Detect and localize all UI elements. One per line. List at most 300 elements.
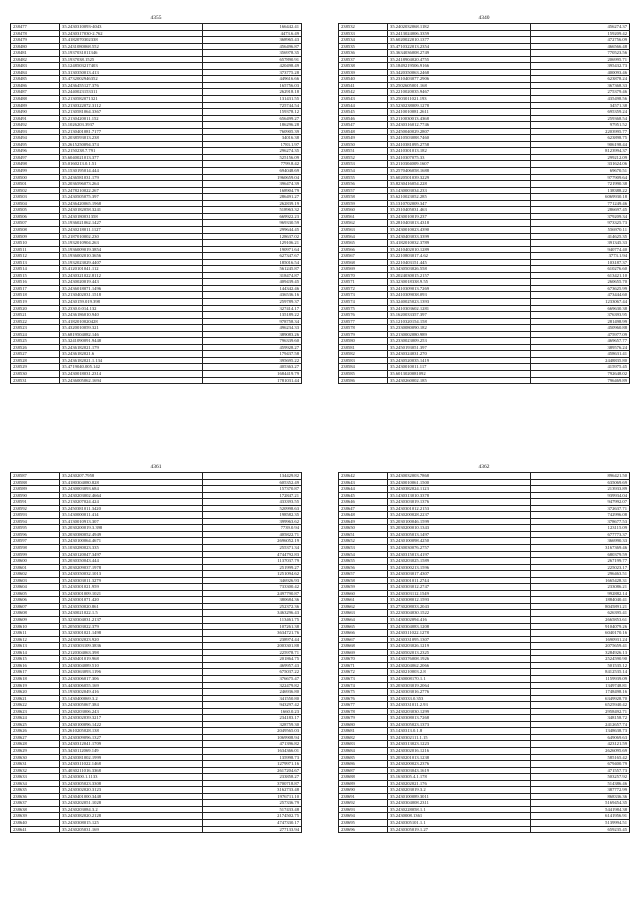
row-code-cell: 35.3230018338.9.55 bbox=[388, 279, 531, 286]
row-value-cell: 387772.99 bbox=[531, 787, 630, 794]
row-id-cell: 238596 bbox=[11, 531, 60, 538]
row-value-cell: 796469.89 bbox=[531, 377, 630, 384]
row-code-cell: 35.2430010023.4390 bbox=[388, 226, 531, 233]
row-code-cell: 35.1936002010.3656 bbox=[60, 253, 203, 260]
row-id-cell: 238522 bbox=[11, 318, 60, 325]
row-value-cell: 656499.27 bbox=[203, 115, 302, 122]
row-value-cell: 977909.64 bbox=[531, 174, 630, 181]
row-code-cell: 35.6020501039.3229 bbox=[388, 174, 531, 181]
row-value-cell: 742996.08 bbox=[531, 512, 630, 519]
row-id-cell: 238572 bbox=[339, 285, 388, 292]
row-id-cell: 238517 bbox=[11, 285, 60, 292]
row-value-cell: 635069.69 bbox=[531, 479, 630, 486]
row-value-cell: 695359.24 bbox=[531, 109, 630, 116]
row-id-cell: 238691 bbox=[339, 793, 388, 800]
row-code-cell: 35.2430382020.2128 bbox=[60, 813, 203, 820]
row-code-cell: 35.2615250094.374 bbox=[60, 141, 203, 148]
row-code-cell: 35.2150238.7.791 bbox=[60, 148, 203, 155]
row-value-cell: 372637.71 bbox=[531, 505, 630, 512]
row-code-cell: 35.2436581031.179 bbox=[60, 174, 203, 181]
row-value-cell: 135189.22 bbox=[203, 312, 302, 319]
row-id-cell: 238562 bbox=[339, 220, 388, 227]
row-value-cell: 420498.49 bbox=[203, 63, 302, 70]
row-id-cell: 238480 bbox=[11, 43, 60, 50]
row-value-cell: 436536.16 bbox=[203, 292, 302, 299]
row-value-cell: 475977.09 bbox=[531, 331, 630, 338]
row-code-cell: 35.3230301021.1498 bbox=[60, 630, 203, 637]
row-code-cell: 35.1430003034.233 bbox=[388, 187, 531, 194]
row-value-cell: 376675.47 bbox=[203, 675, 302, 682]
row-value-cell: 9104079.26 bbox=[531, 623, 630, 630]
row-code-cell: 35.6210023052.285 bbox=[388, 194, 531, 201]
row-id-cell: 238632 bbox=[11, 767, 60, 774]
row-code-cell: 35.2430301011.2744 bbox=[388, 577, 531, 584]
row-code-cell: 35.2570406058.1688 bbox=[388, 168, 531, 175]
row-id-cell: 238615 bbox=[11, 656, 60, 663]
row-value-cell: 8045891.21 bbox=[531, 603, 630, 610]
row-code-cell: 35.2410381095.2758 bbox=[388, 141, 531, 148]
row-id-cell: 238525 bbox=[11, 338, 60, 345]
row-value-cell: 159209.42 bbox=[531, 30, 630, 37]
row-id-cell: 238605 bbox=[11, 590, 60, 597]
row-code-cell: 35.2030303019.2064 bbox=[388, 682, 531, 689]
row-code-cell: 35.2430300213.1596 bbox=[388, 564, 531, 571]
row-code-cell: 35.3130350013.413 bbox=[60, 69, 203, 76]
row-id-cell: 238654 bbox=[339, 551, 388, 558]
row-value-cell: 939934.04 bbox=[531, 492, 630, 499]
row-code-cell: 35.2120304063.398 bbox=[60, 649, 203, 656]
row-value-cell: 943297.42 bbox=[203, 702, 302, 709]
row-value-cell: 225978.71 bbox=[203, 649, 302, 656]
row-value-cell: 1748498.16 bbox=[531, 689, 630, 696]
row-value-cell: 471557.73 bbox=[531, 767, 630, 774]
row-id-cell: 238479 bbox=[11, 37, 60, 44]
row-value-cell: 379209.34 bbox=[531, 213, 630, 220]
row-value-cell: 733300.42 bbox=[203, 584, 302, 591]
row-id-cell: 238618 bbox=[11, 675, 60, 682]
row-value-cell: 725744.54 bbox=[203, 102, 302, 109]
row-id-cell: 238506 bbox=[11, 213, 60, 220]
row-code-cell: 35.2130401081.7177 bbox=[60, 128, 203, 135]
row-value-cell: 868336.36 bbox=[531, 793, 630, 800]
row-id-cell: 238501 bbox=[11, 181, 60, 188]
row-value-cell: 496234.33 bbox=[203, 325, 302, 332]
row-id-cell: 238545 bbox=[339, 109, 388, 116]
row-id-cell: 238683 bbox=[339, 741, 388, 748]
row-id-cell: 238513 bbox=[11, 259, 60, 266]
row-code-cell: 35.2436182021.179 bbox=[60, 344, 203, 351]
row-value-cell: 4747330.17 bbox=[203, 819, 302, 826]
row-code-cell: 35.2430210003.2.8 bbox=[388, 669, 531, 676]
row-code-cell: 35.2430305023.1373 bbox=[388, 721, 531, 728]
row-code-cell: 35.2036596073.264 bbox=[60, 181, 203, 188]
row-id-cell: 238539 bbox=[339, 69, 388, 76]
row-value-cell: 466566.48 bbox=[531, 43, 630, 50]
row-id-cell: 238543 bbox=[339, 96, 388, 103]
row-code-cell: 35.2430302023.920 bbox=[60, 636, 203, 643]
row-code-cell: 35.1310702009.347 bbox=[388, 200, 531, 207]
row-value-cell: 906198.44 bbox=[531, 141, 630, 148]
row-value-cell: 472756.09 bbox=[531, 37, 630, 44]
row-value-cell: 3167369.46 bbox=[531, 545, 630, 552]
row-id-cell: 238674 bbox=[339, 682, 388, 689]
row-value-cell: 605352.49 bbox=[203, 479, 302, 486]
row-id-cell: 238569 bbox=[339, 266, 388, 273]
row-id-cell: 238643 bbox=[339, 479, 388, 486]
row-code-cell: 35.2030350043.444 bbox=[60, 558, 203, 565]
row-value-cell: 525156.09 bbox=[203, 154, 302, 161]
row-code-cell: 35.2430203006.243 bbox=[60, 708, 203, 715]
row-id-cell: 238566 bbox=[339, 246, 388, 253]
row-id-cell: 238509 bbox=[11, 233, 60, 240]
row-id-cell: 238482 bbox=[11, 56, 60, 63]
row-id-cell: 238686 bbox=[339, 761, 388, 768]
row-id-cell: 238498 bbox=[11, 161, 60, 168]
row-value-cell: 1783.1.97 bbox=[203, 141, 302, 148]
row-id-cell: 238629 bbox=[11, 747, 60, 754]
row-code-cell: 35.4180304080.828 bbox=[60, 479, 203, 486]
row-id-cell: 238486 bbox=[11, 82, 60, 89]
row-value-cell: 680379.59 bbox=[531, 551, 630, 558]
row-id-cell: 238613 bbox=[11, 643, 60, 650]
row-value-cell: 771249.46 bbox=[531, 200, 630, 207]
row-value-cell: 458631.41 bbox=[531, 351, 630, 358]
row-value-cell: 423121.59 bbox=[531, 741, 630, 748]
row-value-cell: 281498.99 bbox=[531, 318, 630, 325]
row-id-cell: 238573 bbox=[339, 292, 388, 299]
row-value-cell: 1690931.24 bbox=[531, 636, 630, 643]
row-value-cell: 257336.79 bbox=[203, 800, 302, 807]
row-id-cell: 238597 bbox=[11, 538, 60, 545]
row-id-cell: 238478 bbox=[11, 30, 60, 37]
row-id-cell: 238598 bbox=[11, 545, 60, 552]
row-value-cell: 669922.23 bbox=[203, 213, 302, 220]
row-code-cell: 35.2430310093-4043 bbox=[60, 24, 203, 31]
row-id-cell: 238477 bbox=[11, 24, 60, 31]
data-table bbox=[338, 472, 630, 833]
row-code-cell: 35.3634036008.2749 bbox=[388, 50, 531, 57]
row-id-cell: 238591 bbox=[11, 499, 60, 506]
row-value-cell: 234183.17 bbox=[203, 715, 302, 722]
row-id-cell: 238579 bbox=[339, 331, 388, 338]
row-value-cell: 389576.24 bbox=[531, 344, 630, 351]
row-value-cell: 520998.63 bbox=[203, 505, 302, 512]
row-value-cell: 246936.80 bbox=[203, 689, 302, 696]
row-value-cell: 796339.60 bbox=[203, 338, 302, 345]
row-code-cell: 35.2430120047.3497 bbox=[60, 551, 203, 558]
row-code-cell: 35.2430260002.185 bbox=[388, 377, 531, 384]
row-id-cell: 238672 bbox=[339, 669, 388, 676]
row-id-cell: 238630 bbox=[11, 754, 60, 761]
row-value-cell: 1884040.41 bbox=[531, 597, 630, 604]
row-code-cell: 35.1248503217403 bbox=[60, 63, 203, 70]
row-code-cell: 35.6819504082.146 bbox=[60, 331, 203, 338]
row-id-cell: 238578 bbox=[339, 325, 388, 332]
row-value-cell: 262839.19 bbox=[203, 200, 302, 207]
row-value-cell: 514386.46 bbox=[531, 780, 630, 787]
row-code-cell: 35.2430301021.959 bbox=[60, 584, 203, 591]
row-value-cell: 166442.41 bbox=[203, 24, 302, 31]
row-id-cell: 238518 bbox=[11, 292, 60, 299]
row-value-cell: 1976711.10 bbox=[203, 793, 302, 800]
row-code-cell: 35.2430003093.684 bbox=[60, 486, 203, 493]
row-code-cell: 35.2430333.0.353 bbox=[388, 695, 531, 702]
row-code-cell: 35.2410307075.33 bbox=[388, 154, 531, 161]
row-value-cell: 659235.45 bbox=[531, 826, 630, 833]
row-id-cell: 238515 bbox=[11, 272, 60, 279]
row-code-cell: 35.1620033357.397 bbox=[388, 312, 531, 319]
row-code-cell: 35.2430302111.1.15 bbox=[388, 734, 531, 741]
row-value-cell: 318474.87 bbox=[203, 272, 302, 279]
panel-title: 4340 bbox=[478, 15, 490, 21]
row-id-cell: 238541 bbox=[339, 82, 388, 89]
row-code-cell: 35.2450193051.397 bbox=[388, 344, 531, 351]
row-code-cell: 35.8230416054.228 bbox=[388, 181, 531, 188]
table-panel-4361 bbox=[10, 463, 302, 833]
row-value-cell: 1137037.79 bbox=[203, 558, 302, 565]
row-value-cell: 368965.43 bbox=[203, 37, 302, 44]
row-id-cell: 238649 bbox=[339, 518, 388, 525]
row-id-cell: 238544 bbox=[339, 102, 388, 109]
row-value-cell: 449616.66 bbox=[203, 76, 302, 83]
row-id-cell: 238524 bbox=[11, 331, 60, 338]
row-code-cell: 35.2410503088.7460 bbox=[388, 135, 531, 142]
row-code-cell: 35.2430308013.7268 bbox=[388, 715, 531, 722]
row-code-cell: 35.2430315013.4197 bbox=[388, 551, 531, 558]
row-code-cell: 35.2187010002.230 bbox=[60, 233, 203, 240]
row-id-cell: 238502 bbox=[11, 187, 60, 194]
row-value-cell: 694048.69 bbox=[203, 168, 302, 175]
row-value-cell: 113461.75 bbox=[203, 617, 302, 624]
row-value-cell: 206995.71 bbox=[531, 56, 630, 63]
row-value-cell: 896421.50 bbox=[531, 473, 630, 480]
row-value-cell: 721990.38 bbox=[531, 181, 630, 188]
row-id-cell: 238481 bbox=[11, 50, 60, 57]
row-code-cell: 35.2730208033.2043 bbox=[388, 603, 531, 610]
row-value-cell: 3463296.43 bbox=[203, 610, 302, 617]
row-code-cell: 35.2030380052.4949 bbox=[60, 531, 203, 538]
row-value-cell: 400093.46 bbox=[531, 69, 630, 76]
row-id-cell: 238610 bbox=[11, 623, 60, 630]
row-code-cell: 35.1937038.1525 bbox=[60, 56, 203, 63]
data-table bbox=[10, 23, 302, 384]
row-id-cell: 238661 bbox=[339, 597, 388, 604]
row-value-cell: 626395.41 bbox=[531, 610, 630, 617]
row-code-cell: 35.2038593013.238 bbox=[60, 135, 203, 142]
row-code-cell: 35.2430021022.1.5 bbox=[60, 610, 203, 617]
row-value-cell: 172847.21 bbox=[203, 492, 302, 499]
row-code-cell: 35.2430305067.384 bbox=[60, 702, 203, 709]
row-id-cell: 238484 bbox=[11, 69, 60, 76]
row-code-cell: 35.2436182021.6 bbox=[60, 351, 203, 358]
row-value-cell: 131431.55 bbox=[203, 96, 302, 103]
row-code-cell: 35.2330.0.014.132 bbox=[60, 305, 203, 312]
row-code-cell: 35.4732002946352 bbox=[60, 76, 203, 83]
row-id-cell: 238590 bbox=[11, 492, 60, 499]
row-value-cell: 2497790.87 bbox=[203, 590, 302, 597]
row-id-cell: 238695 bbox=[339, 819, 388, 826]
row-id-cell: 238676 bbox=[339, 695, 388, 702]
row-value-cell: 610276.60 bbox=[531, 266, 630, 273]
row-code-cell: 35.2430505075.397 bbox=[60, 194, 203, 201]
row-value-cell: 8123994.37 bbox=[531, 148, 630, 155]
row-id-cell: 238623 bbox=[11, 708, 60, 715]
row-value-cell: 327414.17 bbox=[203, 305, 302, 312]
row-code-cell: 35.1930302049.416 bbox=[60, 689, 203, 696]
row-id-cell: 238675 bbox=[339, 689, 388, 696]
row-code-cell: 35.2410402010.1289 bbox=[388, 246, 531, 253]
row-value-cell: 2003301.88 bbox=[203, 643, 302, 650]
row-code-cell: 35.2431080068.552 bbox=[60, 43, 203, 50]
row-value-cell: 405363.27 bbox=[203, 364, 302, 371]
row-id-cell: 238568 bbox=[339, 259, 388, 266]
row-value-cell: 1348638.73 bbox=[531, 728, 630, 735]
row-id-cell: 238595 bbox=[11, 525, 60, 532]
row-id-cell: 238635 bbox=[11, 787, 60, 794]
row-id-cell: 238650 bbox=[339, 525, 388, 532]
row-value-cell: 128637.02 bbox=[203, 233, 302, 240]
row-id-cell: 238563 bbox=[339, 226, 388, 233]
row-id-cell: 238527 bbox=[11, 351, 60, 358]
row-value-cell: 2696052.19 bbox=[203, 538, 302, 545]
row-code-cell: 35.1210320154.158 bbox=[388, 318, 531, 325]
row-id-cell: 238511 bbox=[11, 246, 60, 253]
row-id-cell: 238620 bbox=[11, 689, 60, 696]
row-value-cell: 2626095.69 bbox=[531, 747, 630, 754]
row-code-cell: 35.2030201013.1238 bbox=[388, 754, 531, 761]
row-code-cell: 35.2430305101.1.1 bbox=[388, 819, 531, 826]
row-code-cell: 35.2030209037.1978 bbox=[60, 564, 203, 571]
row-value-cell: 225023.17 bbox=[531, 564, 630, 571]
row-value-cell: 286697.45 bbox=[531, 207, 630, 214]
row-id-cell: 238581 bbox=[339, 344, 388, 351]
row-id-cell: 238687 bbox=[339, 767, 388, 774]
row-code-cell: 35.2430159.019.398 bbox=[60, 298, 203, 305]
row-id-cell: 238548 bbox=[339, 128, 388, 135]
row-value-cell: 2075659.41 bbox=[531, 643, 630, 650]
row-code-cell: 35.2430302016.1216 bbox=[388, 747, 531, 754]
row-code-cell: 35.2410309038.093 bbox=[388, 292, 531, 299]
row-value-cell: 348158.72 bbox=[531, 715, 630, 722]
row-id-cell: 238678 bbox=[339, 708, 388, 715]
row-value-cell: 286491.27 bbox=[203, 194, 302, 201]
row-value-cell: 380684.36 bbox=[203, 597, 302, 604]
row-value-cell: 277133.94 bbox=[203, 826, 302, 833]
row-id-cell: 238666 bbox=[339, 630, 388, 637]
row-value-cell: 2958492.71 bbox=[531, 708, 630, 715]
row-id-cell: 238556 bbox=[339, 181, 388, 188]
row-code-cell: 35.2430303019.1376 bbox=[388, 499, 531, 506]
row-code-cell: 35.3241090091.9448 bbox=[60, 338, 203, 345]
row-value-cell: 556970.11 bbox=[531, 226, 630, 233]
row-id-cell: 238603 bbox=[11, 577, 60, 584]
row-code-cell: 35.2430203002.4664 bbox=[60, 492, 203, 499]
row-code-cell: 35.2030303043.1619 bbox=[388, 767, 531, 774]
row-value-cell: 503257.92 bbox=[531, 774, 630, 781]
row-code-cell: 35.2430302020.3123 bbox=[60, 787, 203, 794]
row-id-cell: 238689 bbox=[339, 780, 388, 787]
row-value-cell: 940774.40 bbox=[531, 246, 630, 253]
row-code-cell: 35.2430032003.7868 bbox=[388, 473, 531, 480]
row-value-cell: 1960659.04 bbox=[203, 174, 302, 181]
row-value-cell: 129106.21 bbox=[203, 240, 302, 247]
row-code-cell: 35.2430308015.125 bbox=[60, 819, 203, 826]
row-code-cell: 35.2450040029.2807 bbox=[388, 128, 531, 135]
row-code-cell: 35.1430302094.416 bbox=[388, 617, 531, 624]
panel-title: 4355 bbox=[150, 15, 162, 21]
row-code-cell: 35.2310403077.2906 bbox=[388, 76, 531, 83]
row-id-cell: 238688 bbox=[339, 774, 388, 781]
row-code-cell: 35.2430401000.3448 bbox=[60, 793, 203, 800]
row-id-cell: 238504 bbox=[11, 200, 60, 207]
row-id-cell: 238602 bbox=[11, 571, 60, 578]
row-value-cell: 1069908.94 bbox=[203, 734, 302, 741]
row-value-cell: 299644.45 bbox=[203, 226, 302, 233]
table-panel-4362 bbox=[338, 463, 630, 833]
data-table bbox=[338, 23, 630, 384]
row-value-cell: 373775.28 bbox=[203, 69, 302, 76]
row-id-cell: 238656 bbox=[339, 564, 388, 571]
row-value-cell: 414625.35 bbox=[531, 233, 630, 240]
row-id-cell: 238604 bbox=[11, 584, 60, 591]
row-value-cell: 6040170.16 bbox=[531, 630, 630, 637]
row-code-cell: 35.2413024006.3359 bbox=[388, 30, 531, 37]
row-code-cell: 35.2430304008.2311 bbox=[388, 800, 531, 807]
row-value-cell: 376393.95 bbox=[531, 312, 630, 319]
row-id-cell: 238503 bbox=[11, 194, 60, 201]
row-value-cell: 34016.38 bbox=[203, 135, 302, 142]
row-code-cell: 35.2430205031.169 bbox=[60, 826, 203, 833]
row-code-cell: 35.2430331011.2.93 bbox=[388, 702, 531, 709]
row-value-cell: 34571.38 bbox=[531, 102, 630, 109]
row-value-cell: 252372.36 bbox=[203, 603, 302, 610]
row-value-cell: 255371.34 bbox=[203, 545, 302, 552]
row-id-cell: 238564 bbox=[339, 233, 388, 240]
row-id-cell: 238510 bbox=[11, 240, 60, 247]
row-code-cell: 35.2030200019.3.398 bbox=[60, 525, 203, 532]
row-value-cell: 2203995.77 bbox=[531, 128, 630, 135]
row-id-cell: 238521 bbox=[11, 312, 60, 319]
row-id-cell: 238665 bbox=[339, 623, 388, 630]
row-code-cell: 35.2230304030.1522 bbox=[388, 610, 531, 617]
row-code-cell: 35.2430305013.1497 bbox=[388, 531, 531, 538]
row-id-cell: 238497 bbox=[11, 154, 60, 161]
row-value-cell: 760905.39 bbox=[203, 128, 302, 135]
row-value-cell: 6349928.70 bbox=[531, 695, 630, 702]
row-code-cell: 35.2430008.1361 bbox=[388, 813, 531, 820]
row-code-cell: 35.2210403151.445 bbox=[388, 259, 531, 266]
row-value-cell: 409439.45 bbox=[203, 279, 302, 286]
row-value-cell: 391345.33 bbox=[531, 240, 630, 247]
row-value-cell: 356978.35 bbox=[203, 50, 302, 57]
row-id-cell: 238599 bbox=[11, 551, 60, 558]
row-value-cell: 134429.82 bbox=[203, 473, 302, 480]
row-value-cell: 471396.82 bbox=[203, 741, 302, 748]
table-row bbox=[11, 826, 302, 833]
row-code-cell: 35.2430316012.7746 bbox=[388, 122, 531, 129]
row-id-cell: 238583 bbox=[339, 357, 388, 364]
row-code-cell: 35.2430228058.1.1 bbox=[388, 806, 531, 813]
row-code-cell: 35.2430309096.1327 bbox=[60, 734, 203, 741]
row-code-cell: 35.2330023009.253 bbox=[388, 338, 531, 345]
row-value-cell: 97951.52 bbox=[531, 122, 630, 129]
row-value-cell: 144342.46 bbox=[203, 285, 302, 292]
row-id-cell: 238640 bbox=[11, 819, 60, 826]
row-value-cell: 399963.62 bbox=[203, 518, 302, 525]
table-panel-4340 bbox=[338, 14, 630, 384]
row-id-cell: 238570 bbox=[339, 272, 388, 279]
row-code-cell: 35.2430313023.1223 bbox=[388, 741, 531, 748]
